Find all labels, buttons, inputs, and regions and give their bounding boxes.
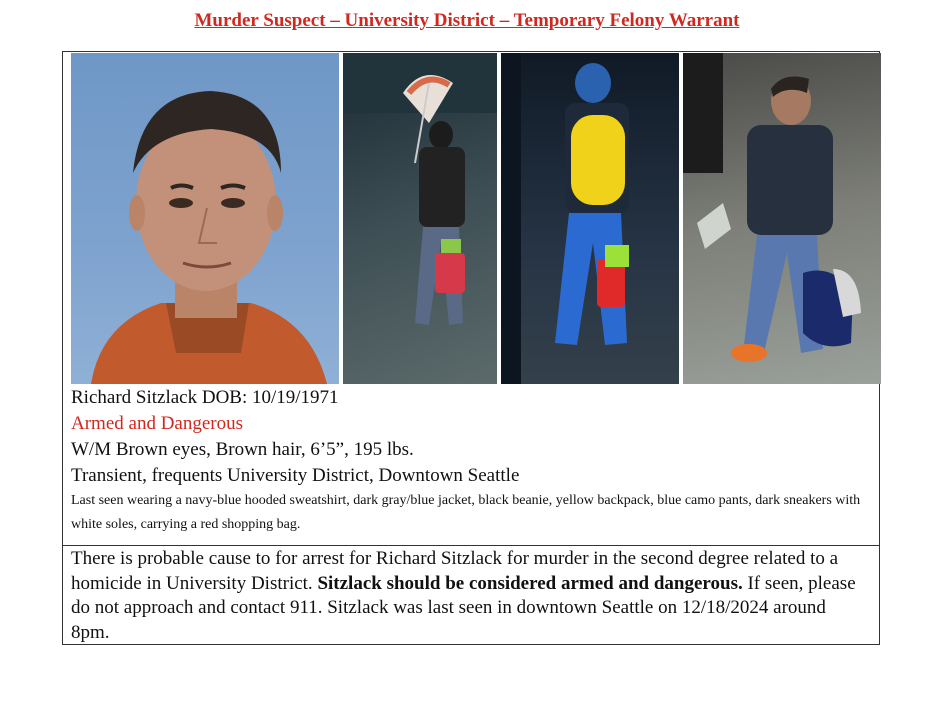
notice-warning-bold: Sitzlack should be considered armed and dangerous. [317,572,743,594]
warrant-panel [62,51,880,645]
notice-text-2: If seen, please do not approach and contact 911. Sitzlack was last seen in downtown Seattle on 12/18/2024 around 8pm. [71,572,856,643]
whereabouts: Transient, frequents University District, Downtown Seattle [71,465,520,486]
surveillance-photo-3 [683,53,881,384]
surveillance-illustration-1 [343,53,497,384]
mugshot-photo [71,53,339,384]
probable-cause-notice [71,547,861,645]
surveillance-photo-2 [501,53,679,384]
mugshot-illustration [71,53,339,384]
suspect-name-dob: Richard Sitzlack DOB: 10/19/1971 [71,387,339,408]
section-divider [63,545,879,546]
surveillance-illustration-2 [501,53,679,384]
photo-strip [71,53,881,384]
surveillance-photo-1 [343,53,497,384]
physical-description: W/M Brown eyes, Brown hair, 6’5”, 195 lbs. [71,439,414,460]
suspect-info [71,385,871,537]
armed-warning: Armed and Dangerous [71,413,244,434]
notice-text-1: There is probable cause to for arrest for Richard Sitzlack for murder in the second degree related to a homicide in University District. [71,548,839,594]
clothing-description: Last seen wearing a navy-blue hooded sweatshirt, dark gray/blue jacket, black beanie, yellow backpack, blue camo pants, dark sneakers with white soles, carrying a red shopping bag. [71,493,861,532]
surveillance-illustration-3 [683,53,881,384]
page-title: Murder Suspect – University District – Temporary Felony Warrant [194,10,740,31]
